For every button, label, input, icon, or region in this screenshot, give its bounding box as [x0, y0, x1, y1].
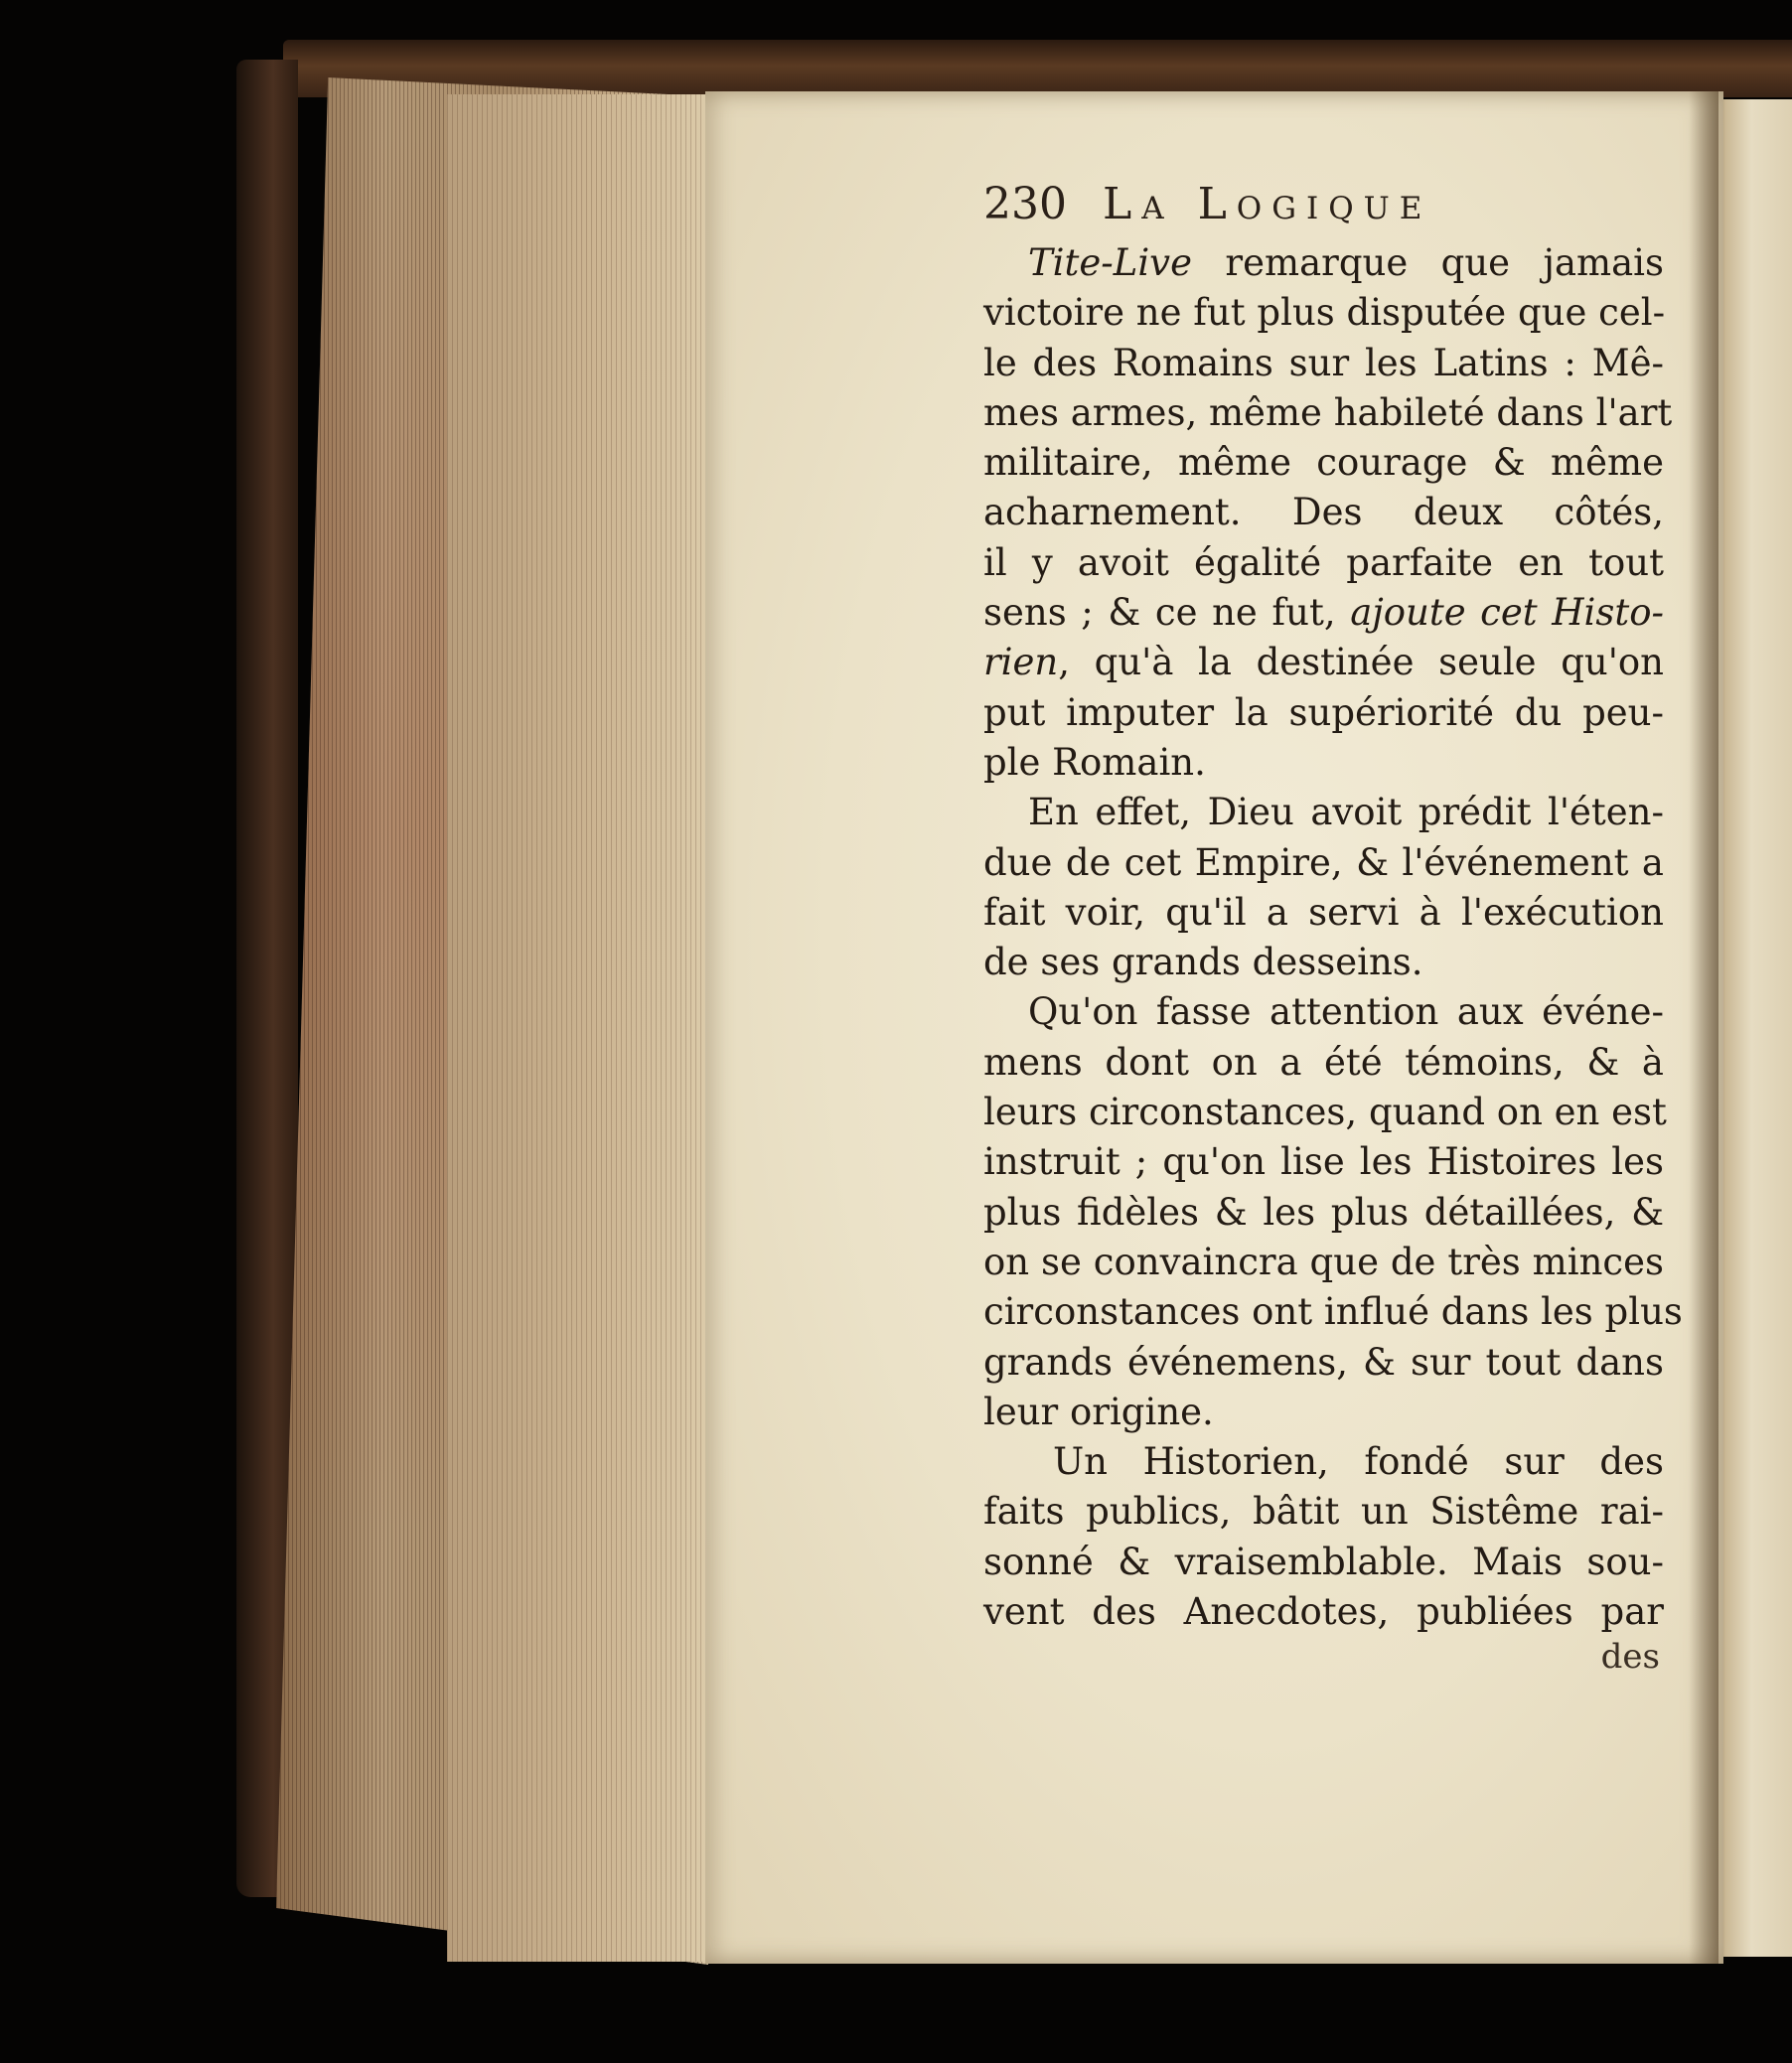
text-line: militaire, même courage & même	[983, 441, 1664, 485]
text-line: mens dont on a été témoins, & à	[983, 1040, 1664, 1084]
text-line: grands événemens, & sur tout dans	[983, 1340, 1664, 1384]
text-line: ple Romain.	[983, 740, 1206, 784]
page-stack-inner-edge	[447, 94, 710, 1962]
text-line: victoire ne fut plus disputée que cel-	[983, 291, 1666, 335]
page-number: 230	[983, 179, 1067, 229]
text-line: on se convaincra que de très minces	[983, 1240, 1664, 1283]
text-line: rien, qu'à la destinée seule qu'on	[983, 641, 1664, 684]
catchword: des	[1600, 1637, 1660, 1678]
text-line: En effet, Dieu avoit prédit l'éten-	[1028, 791, 1664, 834]
running-head-title: La Logique	[1103, 179, 1432, 229]
text-line: faits publics, bâtit un Sistême rai-	[983, 1490, 1664, 1534]
text-line: circonstances ont influé dans les plus	[983, 1290, 1683, 1334]
text-lines	[983, 238, 1683, 1637]
text-line: mes armes, même habileté dans l'art	[983, 390, 1673, 434]
text-line: Qu'on fasse attention aux événe-	[1028, 990, 1664, 1034]
text-line: fait voir, qu'il a servi à l'exécution	[983, 890, 1664, 934]
text-line: plus fidèles & les plus détaillées, &	[983, 1190, 1664, 1234]
text-line: de ses grands desseins.	[983, 941, 1423, 984]
text-line: le des Romains sur les Latins : Mê-	[983, 341, 1664, 384]
text-line: put imputer la supériorité du peu-	[983, 690, 1664, 734]
text-line: leurs circonstances, quand on en est	[983, 1091, 1667, 1134]
text-line: instruit ; qu'on lise les Histoires les	[983, 1140, 1664, 1184]
text-line: acharnement. Des deux côtés,	[983, 491, 1664, 534]
text-line: vent des Anecdotes, publiées par	[983, 1590, 1664, 1634]
running-head	[983, 179, 1664, 238]
page-text-block	[983, 179, 1683, 1678]
gutter-shadow	[1689, 91, 1718, 1964]
text-line: Un Historien, fondé sur des	[1053, 1440, 1664, 1484]
text-line: il y avoit égalité parfaite en tout	[983, 540, 1664, 584]
text-line: due de cet Empire, & l'événement a	[983, 840, 1664, 884]
text-line: leur origine.	[983, 1390, 1214, 1433]
text-line: sonné & vraisemblable. Mais sou-	[983, 1540, 1664, 1583]
text-line: sens ; & ce ne fut, ajoute cet Histo-	[983, 591, 1665, 635]
text-line: Tite-Live remarque que jamais	[1028, 241, 1664, 284]
